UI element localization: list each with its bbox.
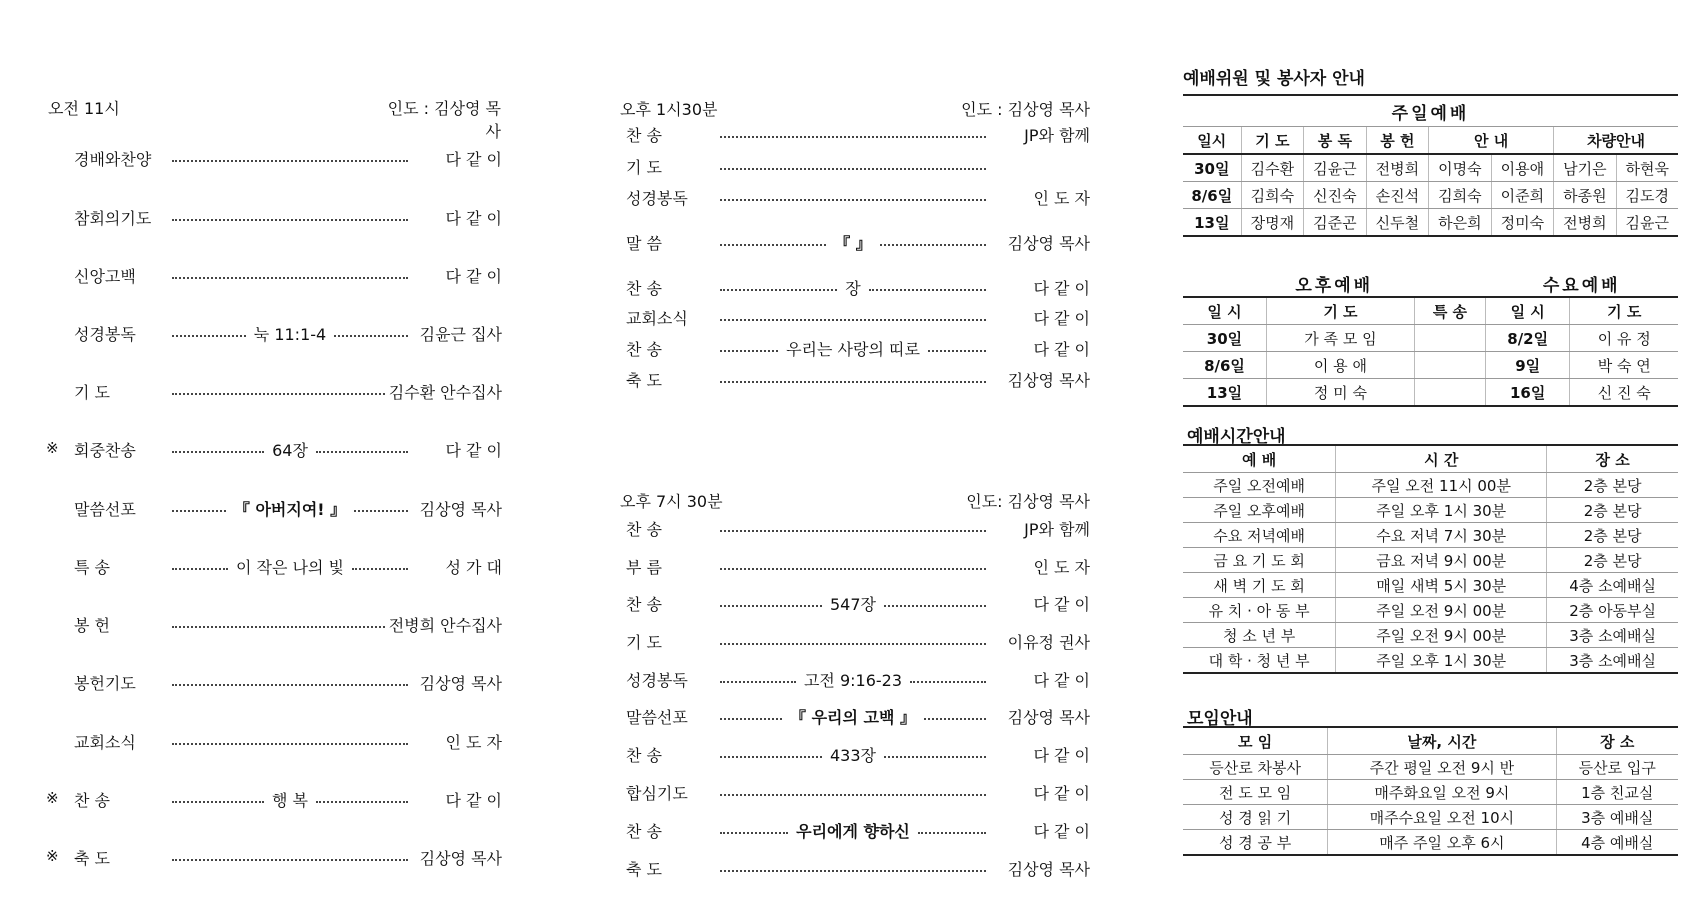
order-leader: 다 같 이 [1033, 279, 1090, 298]
order-row [626, 186, 1090, 209]
table-cell: 8/6일 [1183, 182, 1241, 209]
table-cell: 전병희 [1366, 154, 1429, 182]
table-cell: 하현욱 [1616, 154, 1678, 182]
table-cell: 대 학 · 청 년 부 [1183, 648, 1336, 674]
order-leader: 인 도 자 [1033, 189, 1090, 208]
order-label: 봉 헌 [74, 616, 110, 635]
table-row [1183, 209, 1678, 237]
table-cell: 매주화요일 오전 9시 [1328, 780, 1556, 805]
order-label: 합심기도 [626, 784, 688, 803]
order-label: 말씀선포 [74, 500, 136, 519]
leader-dots [720, 643, 986, 645]
order-row [626, 819, 1090, 842]
order-label: 성경봉독 [626, 189, 688, 208]
order-label: 찬 송 [626, 822, 662, 841]
table-row [1183, 780, 1678, 805]
required-mark: ※ [46, 847, 59, 865]
order-label: 교회소식 [74, 733, 136, 752]
leader-dots [316, 451, 408, 453]
order-detail: 『 아버지여! 』 [233, 500, 347, 519]
order-row [74, 555, 502, 578]
table-row [1183, 623, 1678, 648]
order-leader: 김상영 목사 [419, 500, 503, 519]
order-row [74, 264, 502, 287]
leader-dots [172, 335, 246, 337]
pm-title: 오후예배 [1295, 276, 1374, 296]
order-label: 봉헌기도 [74, 674, 136, 693]
table-cell: 8/2일 [1485, 325, 1569, 352]
morning-leader: 인도 : 김상영 목사 [387, 99, 501, 141]
leader-dots [720, 568, 986, 570]
order-detail: 『 우리의 고백 』 [790, 708, 916, 727]
leader-dots [869, 289, 986, 291]
order-leader: 다 같 이 [445, 791, 502, 810]
table-row [1183, 573, 1678, 598]
pm-header: 특 송 [1414, 297, 1485, 325]
table-cell: 3층 소예배실 [1547, 648, 1678, 674]
leader-dots [354, 510, 408, 512]
leader-dots [316, 801, 408, 803]
order-leader: 다 같 이 [1033, 595, 1090, 614]
table-cell: 주일 오전예배 [1183, 473, 1336, 498]
table-row [1183, 805, 1678, 830]
afternoon-time: 오후 1시30분 [620, 100, 718, 119]
order-leader: 김윤근 집사 [419, 325, 502, 344]
volunteers-header: 기 도 [1241, 127, 1304, 155]
leader-dots [172, 277, 408, 279]
leader-dots [720, 794, 986, 796]
table-cell: 신 진 숙 [1570, 379, 1678, 407]
order-row [74, 613, 502, 636]
leader-dots [352, 568, 408, 570]
leader-dots [720, 381, 986, 383]
leader-dots [880, 244, 986, 246]
required-mark: ※ [46, 439, 59, 457]
table-cell: 신진숙 [1304, 182, 1367, 209]
order-label: 참회의기도 [74, 209, 152, 228]
meetings-table [1183, 726, 1678, 856]
table-row [1183, 325, 1678, 352]
order-leader: 다 같 이 [445, 267, 502, 286]
order-detail: 이 작은 나의 빛 [236, 558, 344, 577]
order-leader: 전병희 안수집사 [388, 616, 502, 635]
order-row [626, 368, 1090, 391]
order-label: 특 송 [74, 558, 110, 577]
leader-dots [720, 870, 986, 872]
afternoon-leader: 인도 : 김상영 목사 [961, 100, 1090, 119]
table-cell: 13일 [1183, 209, 1241, 237]
volunteers-header: 봉 독 [1304, 127, 1367, 155]
order-label: 말 씀 [626, 234, 662, 253]
order-row [626, 555, 1090, 578]
order-label: 축 도 [626, 860, 662, 879]
table-cell: 주간 평일 오전 9시 반 [1328, 755, 1556, 780]
table-cell: 김도경 [1616, 182, 1678, 209]
table-cell: 2층 본당 [1547, 548, 1678, 573]
leader-dots [720, 199, 986, 201]
table-cell: 전병희 [1554, 209, 1617, 237]
leader-dots [884, 756, 986, 758]
table-cell: 등산로 입구 [1556, 755, 1678, 780]
schedule-table [1183, 444, 1678, 674]
order-label: 찬 송 [626, 279, 662, 298]
table-cell: 4층 소예배실 [1547, 573, 1678, 598]
table-cell: 등산로 차봉사 [1183, 755, 1328, 780]
order-row [74, 147, 502, 170]
leader-dots [910, 681, 986, 683]
table-cell: 주일 오후예배 [1183, 498, 1336, 523]
volunteers-header: 차량안내 [1554, 127, 1678, 155]
table-row [1183, 154, 1678, 182]
table-cell: 남기은 [1554, 154, 1617, 182]
order-row [626, 668, 1090, 691]
order-row [626, 705, 1090, 728]
volunteers-header: 봉 헌 [1366, 127, 1429, 155]
order-label: 부 름 [626, 558, 662, 577]
order-row [74, 322, 502, 345]
table-row [1183, 648, 1678, 674]
table-cell: 2층 본당 [1547, 473, 1678, 498]
leader-dots [720, 244, 826, 246]
table-cell: 주일 오후 1시 30분 [1336, 648, 1547, 674]
order-leader: 이유정 권사 [1007, 633, 1090, 652]
order-leader: 김수환 안수집사 [388, 383, 502, 402]
table-cell: 성 경 공 부 [1183, 830, 1328, 856]
table-cell: 2층 본당 [1547, 523, 1678, 548]
table-cell [1414, 379, 1485, 407]
order-detail: 눅 11:1-4 [253, 325, 327, 344]
table-cell: 김윤근 [1304, 154, 1367, 182]
order-leader: 다 같 이 [445, 209, 502, 228]
table-cell: 김희숙 [1241, 182, 1304, 209]
leader-dots [720, 605, 822, 607]
leader-dots [172, 393, 385, 395]
order-label: 축 도 [626, 371, 662, 390]
order-row [74, 671, 502, 694]
order-row [74, 380, 502, 403]
table-cell: 30일 [1183, 325, 1266, 352]
order-label: 회중찬송 [74, 441, 136, 460]
leader-dots [928, 350, 986, 352]
table-row [1183, 379, 1678, 407]
leader-dots [172, 743, 408, 745]
table-cell: 김준곤 [1304, 209, 1367, 237]
pm-header: 일 시 [1485, 297, 1569, 325]
schedule-title: 예배시간안내 [1187, 427, 1286, 447]
meetings-header: 장 소 [1556, 727, 1678, 755]
order-row [74, 497, 502, 520]
leader-dots [720, 168, 986, 170]
order-row [74, 206, 502, 229]
table-cell: 3층 예배실 [1556, 805, 1678, 830]
table-cell: 성 경 읽 기 [1183, 805, 1328, 830]
table-cell: 30일 [1183, 154, 1241, 182]
table-cell [1414, 352, 1485, 379]
order-leader: 다 같 이 [1033, 671, 1090, 690]
table-row [1183, 182, 1678, 209]
leader-dots [172, 219, 408, 221]
leader-dots [172, 451, 264, 453]
order-leader: 김상영 목사 [419, 849, 502, 868]
leader-dots [918, 832, 986, 834]
table-cell: 매주수요일 오전 10시 [1328, 805, 1556, 830]
meetings-header: 날짜, 시간 [1328, 727, 1556, 755]
order-label: 기 도 [74, 383, 110, 402]
required-mark: ※ [46, 789, 59, 807]
order-detail: 433장 [830, 746, 876, 765]
table-cell: 2층 아동부실 [1547, 598, 1678, 623]
table-cell: 수요 저녁예배 [1183, 523, 1336, 548]
order-detail: 장 [845, 279, 861, 298]
leader-dots [720, 350, 778, 352]
table-cell: 주일 오전 9시 00분 [1336, 598, 1547, 623]
volunteers-header: 일시 [1183, 127, 1241, 155]
table-cell: 김희숙 [1429, 182, 1492, 209]
leader-dots [720, 319, 986, 321]
table-cell: 매주 주일 오후 6시 [1328, 830, 1556, 856]
leader-dots [334, 335, 408, 337]
table-cell: 주일 오전 11시 00분 [1336, 473, 1547, 498]
table-cell: 이준희 [1491, 182, 1554, 209]
leader-dots [720, 530, 986, 532]
order-row [626, 781, 1090, 804]
order-leader: 인 도 자 [445, 733, 502, 752]
order-label: 신앙고백 [74, 267, 136, 286]
table-cell: 이 유 정 [1570, 325, 1678, 352]
order-leader: 성 가 대 [445, 558, 502, 577]
table-cell: 주일 오전 9시 00분 [1336, 623, 1547, 648]
order-row [626, 517, 1090, 540]
table-row [1183, 755, 1678, 780]
order-detail: 고전 9:16-23 [803, 671, 903, 690]
meetings-title: 모임안내 [1187, 709, 1253, 729]
leader-dots [720, 832, 788, 834]
table-cell: 하종원 [1554, 182, 1617, 209]
volunteers-header: 안 내 [1429, 127, 1554, 155]
order-leader: 다 같 이 [1033, 340, 1091, 359]
order-label: 기 도 [626, 633, 662, 652]
order-row [626, 276, 1090, 299]
order-leader: 다 같 이 [1033, 784, 1090, 803]
order-leader: 김상영 목사 [1007, 708, 1090, 727]
table-cell: 청 소 년 부 [1183, 623, 1336, 648]
order-label: 성경봉독 [626, 671, 688, 690]
table-cell: 정미숙 [1491, 209, 1554, 237]
order-row [626, 231, 1090, 254]
volunteers-title: 예배위원 및 봉사자 안내 [1183, 69, 1365, 89]
order-label: 교회소식 [626, 309, 688, 328]
leader-dots [172, 859, 408, 861]
order-label: 찬 송 [626, 746, 662, 765]
table-cell [1414, 325, 1485, 352]
leader-dots [172, 801, 264, 803]
table-row [1183, 830, 1678, 856]
table-cell: 하은희 [1429, 209, 1492, 237]
pm-header: 기 도 [1266, 297, 1414, 325]
wed-title: 수요예배 [1542, 276, 1621, 296]
leader-dots [720, 136, 986, 138]
order-leader: 다 같 이 [1033, 746, 1090, 765]
leader-dots [720, 756, 822, 758]
schedule-header: 장 소 [1547, 445, 1678, 473]
evening-leader: 인도: 김상영 목사 [966, 492, 1090, 511]
leader-dots [720, 681, 796, 683]
table-cell: 손진석 [1366, 182, 1429, 209]
leader-dots [720, 289, 837, 291]
table-row [1183, 352, 1678, 379]
order-label: 찬 송 [626, 595, 662, 614]
table-cell: 가 족 모 임 [1266, 325, 1414, 352]
order-detail: 행 복 [272, 791, 308, 810]
morning-time: 오전 11시 [48, 99, 120, 118]
order-label: 성경봉독 [74, 325, 136, 344]
order-detail: 547장 [830, 595, 876, 614]
schedule-header: 시 간 [1336, 445, 1547, 473]
order-detail: 우리는 사랑의 띠로 [786, 340, 920, 359]
order-label: 경배와찬양 [74, 150, 152, 169]
table-cell: 13일 [1183, 379, 1266, 407]
order-row [74, 438, 502, 461]
order-leader: 김상영 목사 [1007, 860, 1090, 879]
table-cell: 김윤근 [1616, 209, 1678, 237]
table-cell: 금 요 기 도 회 [1183, 548, 1336, 573]
order-label: 찬 송 [626, 520, 662, 539]
order-detail: 『 』 [834, 234, 872, 253]
table-row [1183, 473, 1678, 498]
pm-wed-table [1183, 271, 1678, 407]
leader-dots [172, 626, 385, 628]
table-cell: 금요 저녁 9시 00분 [1336, 548, 1547, 573]
table-row [1183, 598, 1678, 623]
table-cell: 정 미 숙 [1266, 379, 1414, 407]
order-leader: 김상영 목사 [1007, 234, 1091, 253]
order-row [626, 592, 1090, 615]
table-cell: 16일 [1485, 379, 1569, 407]
order-leader: 다 같 이 [1033, 309, 1090, 328]
order-leader: 다 같 이 [445, 150, 502, 169]
leader-dots [172, 684, 408, 686]
leader-dots [172, 510, 226, 512]
leader-dots [172, 568, 228, 570]
table-cell: 8/6일 [1183, 352, 1266, 379]
order-row [626, 306, 1090, 329]
order-row [74, 730, 502, 753]
order-leader: 인 도 자 [1033, 558, 1090, 577]
order-detail: 64장 [272, 441, 308, 460]
order-leader: 다 같 이 [1033, 822, 1091, 841]
table-cell: 이 용 애 [1266, 352, 1414, 379]
order-label: 찬 송 [626, 340, 662, 359]
table-cell: 2층 본당 [1547, 498, 1678, 523]
leader-dots [720, 718, 782, 720]
order-row [626, 123, 1090, 146]
sunday-title: 주일예배 [1183, 95, 1678, 127]
table-cell: 9일 [1485, 352, 1569, 379]
table-cell: 1층 친교실 [1556, 780, 1678, 805]
table-cell: 3층 소예배실 [1547, 623, 1678, 648]
schedule-header: 예 배 [1183, 445, 1336, 473]
table-cell: 전 도 모 임 [1183, 780, 1328, 805]
table-cell: 매일 새벽 5시 30분 [1336, 573, 1547, 598]
order-row [626, 857, 1090, 880]
evening-time: 오후 7시 30분 [620, 492, 723, 511]
table-cell: 이용애 [1491, 154, 1554, 182]
pm-header: 기 도 [1570, 297, 1678, 325]
order-label: 찬 송 [626, 126, 662, 145]
order-label: 말씀선포 [626, 708, 688, 727]
table-row [1183, 523, 1678, 548]
order-label: 축 도 [74, 849, 110, 868]
order-detail: 우리에게 향하신 [796, 822, 910, 841]
order-leader: 김상영 목사 [419, 674, 502, 693]
leader-dots [884, 605, 986, 607]
table-row [1183, 548, 1678, 573]
order-row [626, 155, 1090, 178]
order-leader: 다 같 이 [445, 441, 503, 460]
table-cell: 박 숙 연 [1570, 352, 1678, 379]
table-cell: 4층 예배실 [1556, 830, 1678, 856]
order-label: 찬 송 [74, 791, 110, 810]
leader-dots [172, 160, 408, 162]
table-cell: 김수환 [1241, 154, 1304, 182]
order-row [626, 337, 1090, 360]
order-leader: 김상영 목사 [1007, 371, 1090, 390]
volunteers-table [1183, 94, 1678, 237]
order-label: 기 도 [626, 158, 662, 177]
meetings-header: 모 임 [1183, 727, 1328, 755]
order-row [74, 846, 502, 869]
table-cell: 신두철 [1366, 209, 1429, 237]
table-cell: 장명재 [1241, 209, 1304, 237]
order-leader: JP와 함께 [1024, 126, 1090, 145]
order-row [626, 630, 1090, 653]
table-cell: 수요 저녁 7시 30분 [1336, 523, 1547, 548]
table-cell: 이명숙 [1429, 154, 1492, 182]
table-cell: 주일 오후 1시 30분 [1336, 498, 1547, 523]
table-cell: 새 벽 기 도 회 [1183, 573, 1336, 598]
order-row [74, 788, 502, 811]
order-leader: JP와 함께 [1024, 520, 1090, 539]
table-row [1183, 498, 1678, 523]
order-row [626, 743, 1090, 766]
pm-header: 일 시 [1183, 297, 1266, 325]
table-cell: 유 치 · 아 동 부 [1183, 598, 1336, 623]
leader-dots [924, 718, 986, 720]
